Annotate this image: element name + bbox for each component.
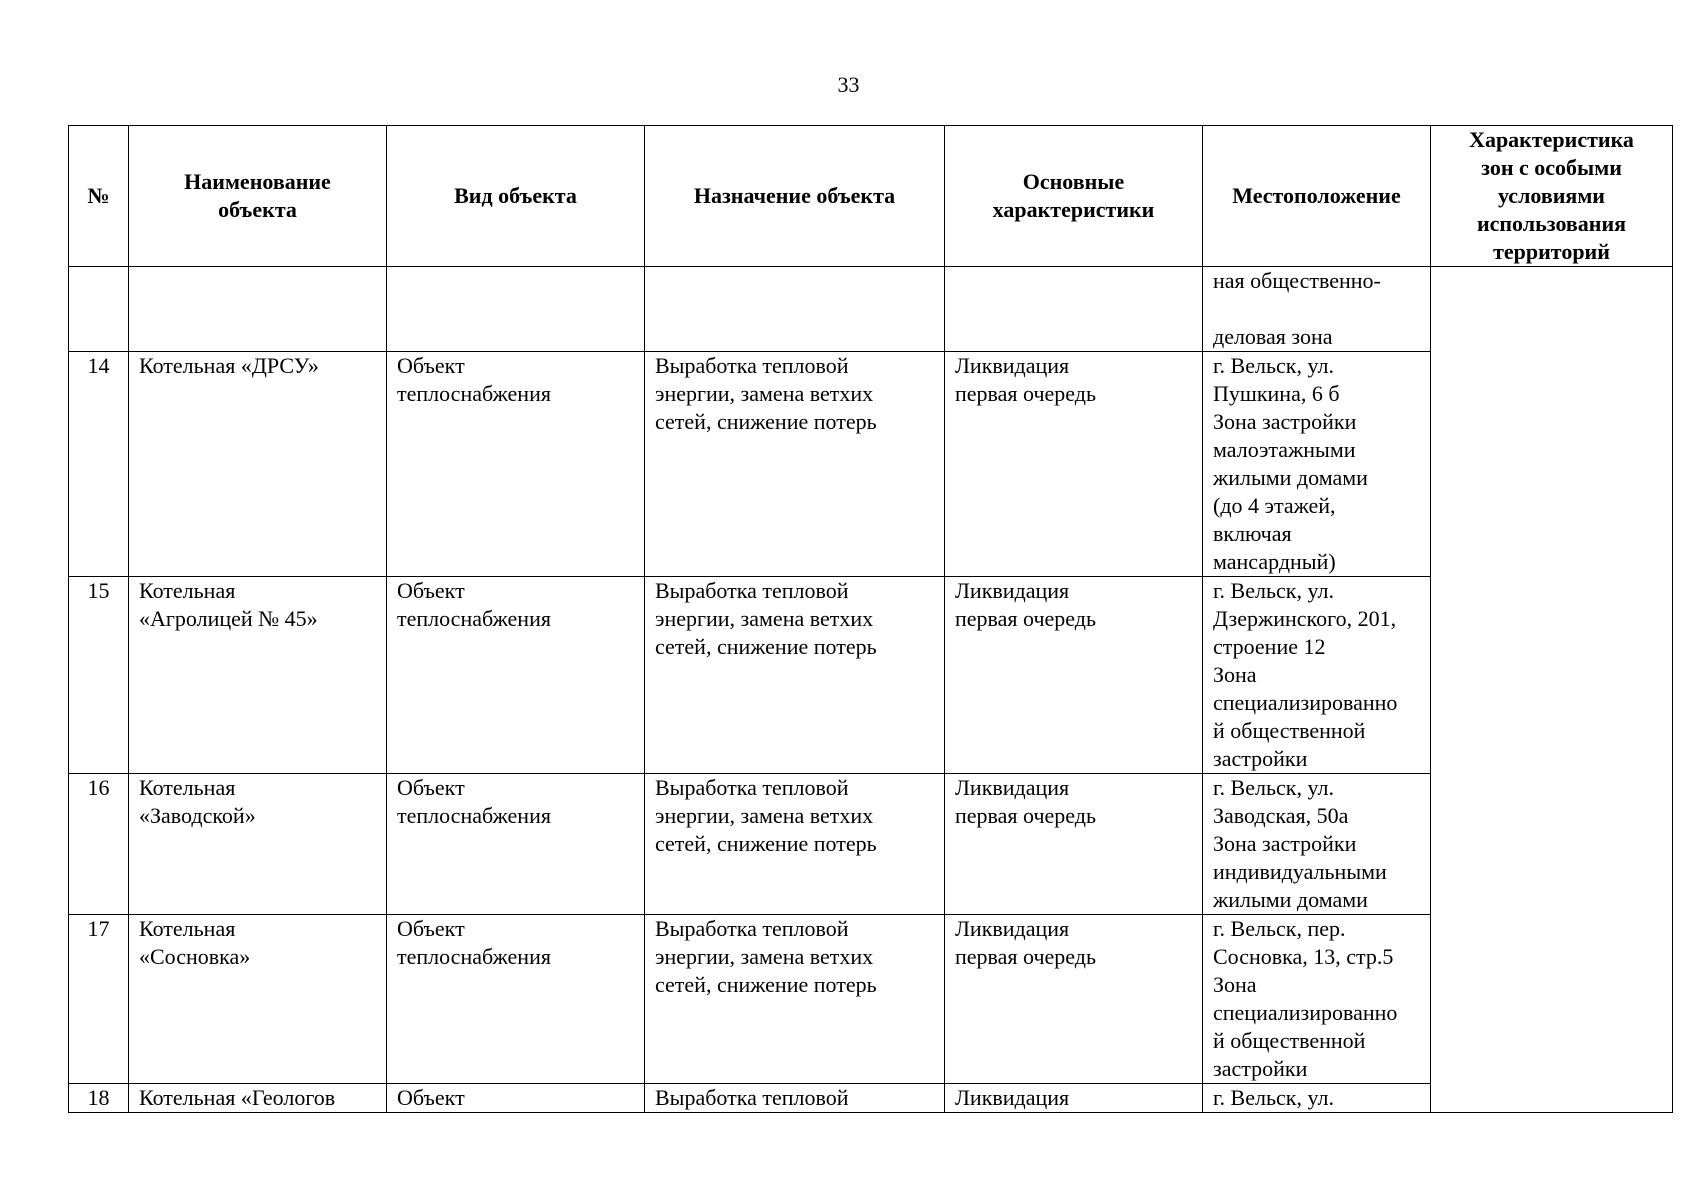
cell-characteristics: Ликвидация первая очередь: [945, 773, 1203, 914]
cell-characteristics: Ликвидация: [945, 1083, 1203, 1112]
cell-location: г. Вельск, пер. Сосновка, 13, стр.5 Зона специализированно й общественной застройки: [1203, 914, 1431, 1083]
cell-characteristics: Ликвидация первая очередь: [945, 351, 1203, 576]
cell-num: 14: [69, 351, 129, 576]
cell-type: Объект: [387, 1083, 645, 1112]
cell-zones: [1431, 267, 1673, 1113]
cell-type: Объект теплоснабжения: [387, 914, 645, 1083]
location-continuation-text: ная общественно-: [1213, 268, 1381, 293]
page-number: 33: [837, 72, 860, 97]
cell-name: [129, 267, 387, 352]
cell-num: 15: [69, 576, 129, 773]
cell-type: Объект теплоснабжения: [387, 351, 645, 576]
cell-num: 18: [69, 1083, 129, 1112]
cell-purpose: Выработка тепловой энергии, замена ветхих сетей, снижение потерь: [645, 351, 945, 576]
cell-purpose: Выработка тепловой: [645, 1083, 945, 1112]
cell-location: г. Вельск, ул. Заводская, 50а Зона застройки индивидуальными жилыми домами: [1203, 773, 1431, 914]
table-header-row: [69, 126, 1673, 267]
cell-num: 17: [69, 914, 129, 1083]
cell-location: г. Вельск, ул. Пушкина, 6 б Зона застройки малоэтажными жилыми домами (до 4 этажей, включая мансардный): [1203, 351, 1431, 576]
header-num: №: [69, 126, 129, 267]
cell-type: [387, 267, 645, 352]
header-zones: Характеристика зон с особыми условиями использования территорий: [1431, 126, 1673, 267]
cell-name: Котельная «Сосновка»: [129, 914, 387, 1083]
location-continuation-text-2: деловая зона: [1213, 323, 1333, 349]
header-name: Наименование объекта: [129, 126, 387, 267]
cell-num: 16: [69, 773, 129, 914]
header-type: Вид объекта: [387, 126, 645, 267]
cell-purpose: Выработка тепловой энергии, замена ветхих сетей, снижение потерь: [645, 914, 945, 1083]
header-location: Местоположение: [1203, 126, 1431, 267]
cell-location: г. Вельск, ул. Дзержинского, 201, строение 12 Зона специализированно й общественной застройки: [1203, 576, 1431, 773]
cell-characteristics: Ликвидация первая очередь: [945, 914, 1203, 1083]
cell-name: Котельная «ДРСУ»: [129, 351, 387, 576]
cell-name: Котельная «Геологов: [129, 1083, 387, 1112]
cell-purpose: Выработка тепловой энергии, замена ветхих сетей, снижение потерь: [645, 773, 945, 914]
header-characteristics: Основные характеристики: [945, 126, 1203, 267]
cell-purpose: [645, 267, 945, 352]
cell-name: Котельная «Агролицей № 45»: [129, 576, 387, 773]
cell-location-continuation: [1203, 267, 1431, 323]
table-row-continuation: [69, 267, 1673, 323]
cell-location-continuation-2: [1203, 323, 1431, 352]
objects-table: [68, 125, 1673, 1113]
cell-name: Котельная «Заводской»: [129, 773, 387, 914]
cell-type: Объект теплоснабжения: [387, 773, 645, 914]
cell-num: [69, 267, 129, 352]
cell-characteristics: Ликвидация первая очередь: [945, 576, 1203, 773]
cell-type: Объект теплоснабжения: [387, 576, 645, 773]
cell-location: г. Вельск, ул.: [1203, 1083, 1431, 1112]
header-purpose: Назначение объекта: [645, 126, 945, 267]
cell-purpose: Выработка тепловой энергии, замена ветхих сетей, снижение потерь: [645, 576, 945, 773]
cell-characteristics: [945, 267, 1203, 352]
